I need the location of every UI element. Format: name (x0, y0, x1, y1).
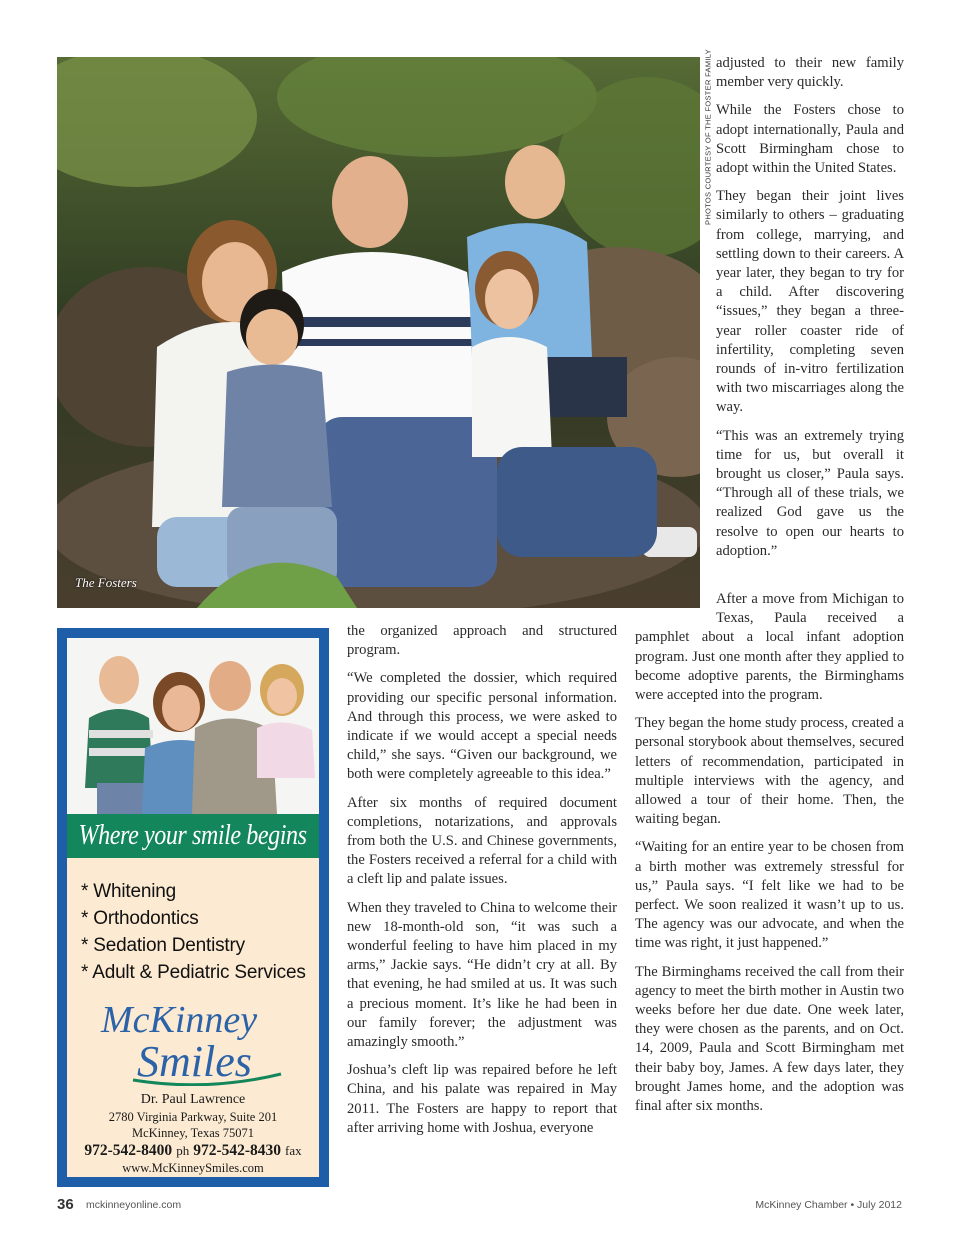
ad-phone-line (67, 1142, 319, 1160)
ad-family-photo (67, 638, 319, 814)
paragraph: When they traveled to China to welcome their new 18-month-old son, “it was such a wonderful feeling to have him placed in my arms,” Jackie says. “He didn’t cry at all. By that evening, he had smiled at us. It was such a precious moment. It’s like he had been in our family forever; the adjustment was amazingly smooth.” (347, 899, 617, 1051)
ad-panel (67, 638, 319, 1177)
mckinney-smiles-logo (97, 996, 297, 1086)
paragraph: They began their joint lives similarly to others – graduating from college, marrying, and settling down to their careers. A year later, they began to try for a child. After discovering “issues,” they began a three-year roller coaster ride of infertility, completing seven rounds of in-vitro fertilization with two miscarriages along the way. (716, 188, 904, 416)
ad-service-item: * Orthodontics (81, 908, 199, 929)
paragraph: adjusted to their new family member very quickly. (716, 55, 904, 91)
family-photo (57, 57, 700, 608)
paragraph: While the Fosters chose to adopt internationally, Paula and Scott Birmingham chose to adopt within the United States. (716, 102, 904, 177)
article-column-right (716, 54, 904, 570)
paragraph: “This was an extremely trying time for us, but overall it brought us closer,” Paula says. “Through all of these trials, we realized God gave us the resolve to open our hearts to adoption.” (716, 427, 904, 559)
footer-site-link[interactable]: mckinneyonline.com (86, 1199, 182, 1211)
paragraph: Joshua’s cleft lip was repaired before he left China, and his palate was repaired in May 2011. The Fosters are happy to report that after arriving home with Joshua, everyone (347, 1062, 617, 1136)
dental-advertisement[interactable] (57, 628, 329, 1187)
ad-fax: 972-542-8430 (193, 1142, 282, 1159)
paragraph: The Birminghams received the call from their agency to meet the birth mother in Austin two weeks before her due date. One week later, they were chosen as the parents, and on Oct. 14, 2009, Paula and Scott Birmingham met their baby boy, James. A few days later, they brought James home, and the adoption was final after six months. (635, 963, 904, 1115)
photo-credit (701, 49, 715, 225)
ad-phone-label: ph (176, 1143, 190, 1158)
ad-family-illustration (67, 638, 319, 814)
logo-line2: Smiles (137, 1037, 252, 1086)
photo-caption: The Fosters (75, 575, 137, 590)
paragraph: the organized approach and structured program. (347, 623, 617, 659)
ad-service-item: * Adult & Pediatric Services (81, 962, 306, 983)
ad-tagline: Where your smile begins (79, 820, 307, 851)
ad-website-link[interactable]: www.McKinneySmiles.com (122, 1161, 264, 1175)
paragraph: “We completed the dossier, which required providing our specific personal information. And through this process, we were asked to indicate if we would accept a special needs child,” she says. “Given our background, we both were completely agreeable to this idea.” (347, 670, 617, 783)
ad-phone[interactable]: 972-542-8400 (84, 1142, 173, 1159)
photo-credit-text: PHOTOS COURTESY OF THE FOSTER FAMILY (703, 49, 713, 225)
ad-tagline-band (67, 814, 319, 858)
ad-doctor-name: Dr. Paul Lawrence (140, 1092, 246, 1107)
article-column-right-lower (635, 590, 904, 1125)
logo-line1: McKinney (101, 999, 258, 1041)
family-photo-illustration (57, 57, 700, 608)
page-number: 36 (57, 1196, 74, 1213)
ad-address-line1: 2780 Virginia Parkway, Suite 201 (108, 1110, 278, 1124)
paragraph: “Waiting for an entire year to be chosen from a birth mother was extremely stressful for us,” Paula says. “I felt like we had to be perfect. We soon realized it wasn’t up to us. The agency was our advocate, and when the time was right, it just happened.” (635, 839, 904, 952)
ad-service-item: * Whitening (81, 881, 176, 902)
ad-address-line2: McKinney, Texas 75071 (131, 1126, 255, 1140)
wrap-spacer (635, 590, 716, 626)
footer-publication: McKinney Chamber • July 2012 (755, 1199, 902, 1211)
article-column-middle (347, 622, 617, 1147)
ad-service-item: * Sedation Dentistry (81, 935, 245, 956)
paragraph: They began the home study process, created a personal storybook about themselves, secured letters of recommendation, participated in multiple interviews with the agency, and allowed a tour of their home. Then, the waiting began. (635, 715, 904, 828)
paragraph: After six months of required document completions, notarizations, and approvals from both the U.S. and Chinese governments, the Fosters received a referral for a child with a cleft lip and palate issues. (347, 794, 617, 888)
paragraph: After a move from Michigan to Texas, Paula received a pamphlet about a local infant adoption program. Just one month after they applied to become adoptive parents, the Birminghams were accepted into the program. (635, 591, 904, 704)
ad-services-list (81, 878, 306, 986)
ad-fax-label: fax (285, 1143, 302, 1158)
